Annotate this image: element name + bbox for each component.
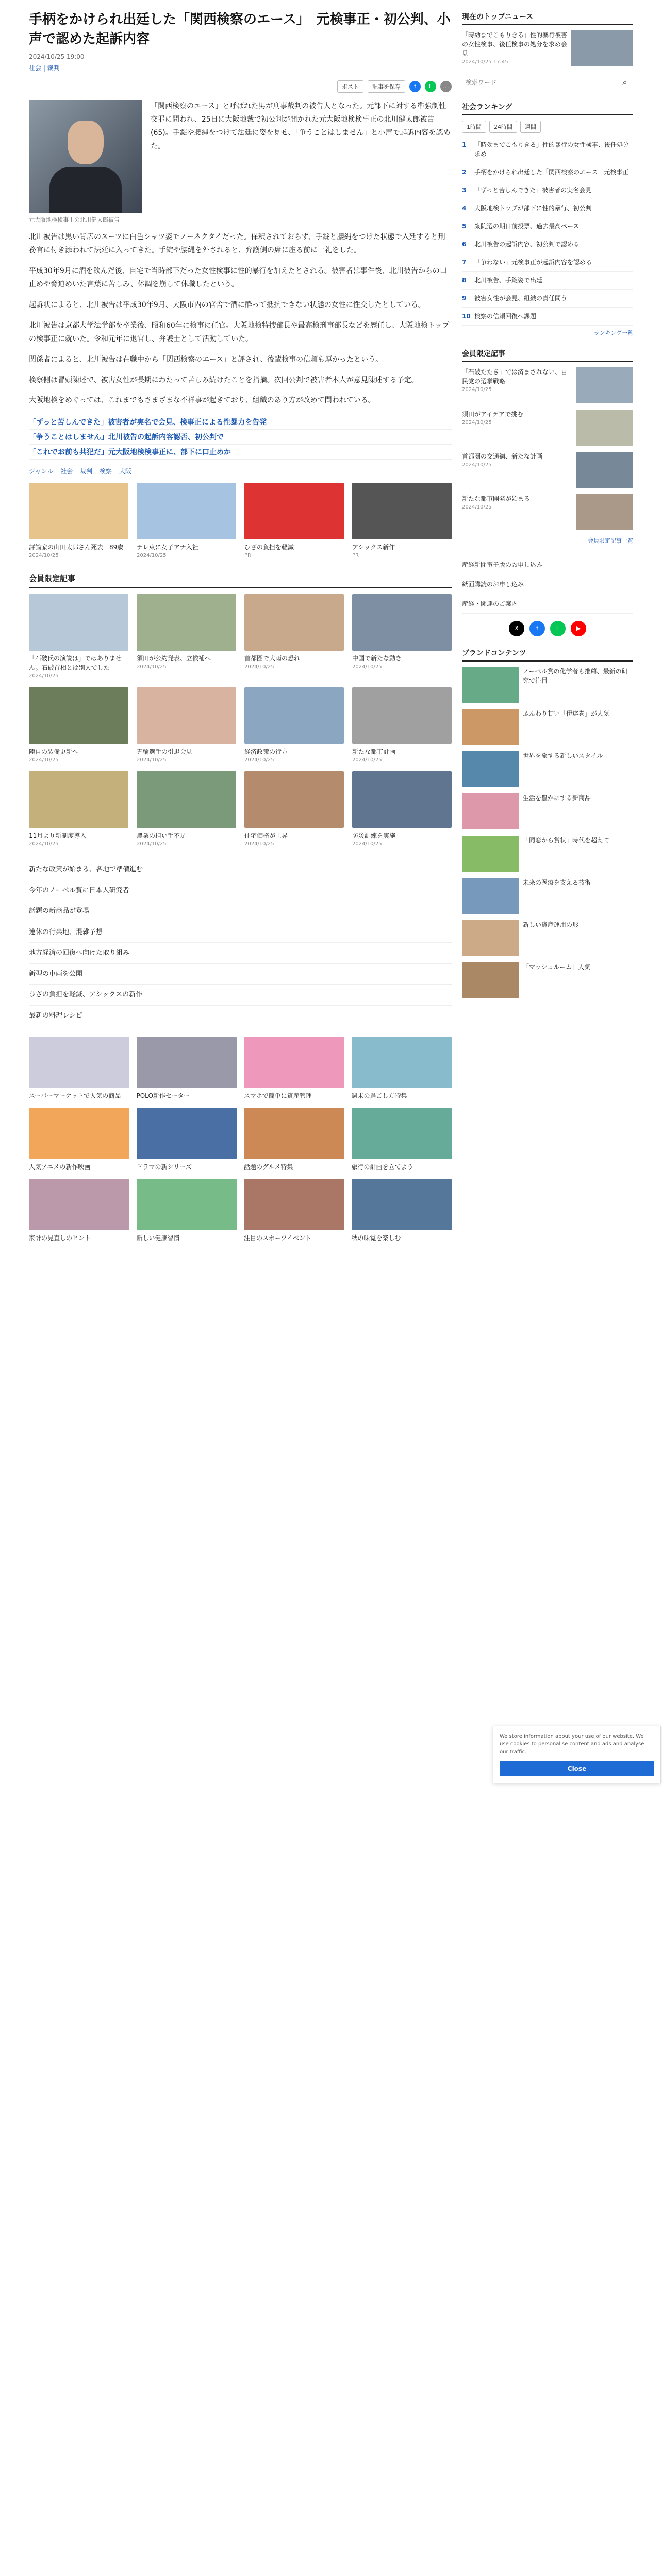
ad-thumb [137,1179,237,1230]
promo-title: 評論家の山田太郎さん死去 89歳 [29,544,124,551]
ad-thumb [244,1037,344,1088]
ad-card[interactable] [352,1179,452,1243]
card-date: 2024/10/25 [352,664,382,670]
x-icon[interactable]: X [509,621,524,636]
article-card[interactable] [244,594,344,679]
card-date: 2024/10/25 [137,757,167,764]
ranking-item[interactable] [462,235,633,253]
ad-card[interactable] [244,1108,344,1172]
member-title: 新たな都市開発が始まる [462,495,531,502]
ad-title: 注目のスポーツイベント [244,1234,311,1242]
card-title: 11月より新制度導入 [29,832,87,840]
article-card[interactable] [352,771,452,847]
ranking-item[interactable] [462,136,633,163]
brand-thumb [462,751,519,787]
card-date: 2024/10/25 [137,664,167,670]
member-title: 須田がアイデアで挑む [462,411,524,418]
popular-grid [29,594,452,847]
tag: ジャンル [29,468,54,476]
card-date: 2024/10/25 [244,664,274,670]
card-thumb [29,687,128,744]
ad-title: 旅行の計画を立てよう [351,1163,413,1171]
ad-thumb [29,1179,129,1230]
ad-thumb [244,1179,344,1230]
brand-thumb [462,878,519,914]
facebook-icon[interactable]: f [529,621,545,636]
card-thumb [137,687,236,744]
brand-thumb [462,962,519,998]
brand-item[interactable] [462,878,633,914]
ad-thumb [352,1037,452,1088]
ad-card[interactable] [137,1037,237,1100]
text-link[interactable]: ひざの負担を軽減、アシックスの新作 [29,985,452,1006]
brand-heading: ブランドコンテンツ [462,648,633,662]
rank-number: 2 [462,168,467,176]
article-body [29,231,452,408]
card-title: 陸自の装備更新へ [29,748,79,756]
brand-title: 新しい資産運用の形 [523,921,579,928]
tag[interactable]: 社会 [60,468,73,476]
social-follow [462,621,633,636]
member-item[interactable] [462,494,633,530]
ad-grid [29,1037,452,1243]
card-title: 首都圏で大雨の恐れ [244,655,301,663]
cookie-close-button[interactable]: Close [500,1761,654,1776]
rank-number: 5 [462,223,467,230]
member-date: 2024/10/25 [462,387,492,393]
text-link[interactable]: 新型の車両を公開 [29,964,452,985]
ad-thumb [137,1108,237,1159]
photo-face [68,121,104,164]
rank-title: 検察の信頼回復へ課題 [474,313,537,320]
related-links [29,415,452,460]
ad-card[interactable] [352,1108,452,1172]
ad-thumb [29,1108,129,1159]
rank-title: 手柄をかけられ出廷した「関西検察のエース」元検事正 [474,168,629,176]
brand-item[interactable] [462,793,633,829]
ad-title: 話題のグルメ特集 [244,1163,293,1171]
promo-card[interactable] [244,483,344,558]
top-news-heading: 現在のトップニュース [462,11,633,25]
card-title: 新たな都市計画 [352,748,396,756]
promo-date: 2024/10/25 [29,553,59,559]
ad-thumb [244,1108,344,1159]
ranking-tabs [462,121,633,133]
ranking-item[interactable] [462,290,633,308]
card-date: 2024/10/25 [29,841,59,848]
card-thumb [29,594,128,651]
article-lead [29,100,452,224]
service-links [462,555,633,614]
rank-number: 9 [462,295,467,302]
member-date: 2024/10/25 [462,462,492,468]
brand-title: 「同窓から賞状」時代を超えて [523,837,610,844]
facebook-icon[interactable]: f [409,81,421,92]
card-date: 2024/10/25 [29,757,59,764]
paragraph: 関係者によると、北川被告は在職中から「関西検察のエース」と評され、後輩検事の信頼も厚かったという。 [29,355,383,364]
line-icon[interactable]: L [550,621,566,636]
member-thumb [576,452,633,488]
promo-thumb [352,483,452,539]
member-item[interactable] [462,367,633,403]
brand-title: 生活を豊かにする新商品 [523,794,591,802]
member-thumb [576,367,633,403]
ad-card[interactable] [244,1037,344,1100]
lead-photo [29,100,142,213]
brand-thumb [462,709,519,745]
top-news-title: 「時効までこもりきる」性的暴行被害の女性検事、後任検事の処分を求め会見 [462,31,568,57]
member-item[interactable] [462,452,633,488]
paragraph: 平成30年9月に酒を飲んだ後、自宅で当時部下だった女性検事に性的暴行を加えたとされる。被害者は事件後、北川被告からの口止めや脅迫めいた言葉に苦しみ、体調を崩して休職したという。 [29,267,447,289]
card-date: 2024/10/25 [352,757,382,764]
brand-item[interactable] [462,920,633,956]
line-icon[interactable]: L [425,81,436,92]
brand-item[interactable] [462,709,633,745]
ad-title: 人気アニメの新作映画 [29,1163,91,1171]
ad-title: スマホで簡単に資産管理 [244,1092,312,1100]
card-thumb [352,687,452,744]
related-link[interactable]: 「ずっと苦しんできた」被害者が実名で会見、検事正による性暴力を告発 [29,415,452,430]
rank-title: 「時効までこもりきる」性的暴行の女性検事、後任処分求め [474,141,630,158]
ad-thumb [29,1037,129,1088]
article-card[interactable] [137,687,236,763]
text-link-list [29,859,452,1026]
promo-thumb [29,483,128,539]
paragraph: 大阪地検をめぐっては、これまでもさまざまな不祥事が起きており、組織のあり方が改めて問われている。 [29,396,375,405]
text-link[interactable]: 地方経済の回復へ向けた取り組み [29,943,452,964]
article-category[interactable]: 社会 | 裁判 [29,64,60,72]
ranking-tab[interactable]: 24時間 [489,121,517,133]
article-card[interactable] [29,687,128,763]
article-card[interactable] [137,771,236,847]
member-item[interactable] [462,410,633,446]
article-card[interactable] [352,594,452,679]
promo-title: テレ東に女子アナ入社 [137,544,198,551]
top-news-thumb [571,30,633,66]
card-title: 五輪選手の引退会見 [137,748,193,756]
related-link[interactable]: 「これでお前も共犯だ」元大阪地検検事正に、部下に口止めか [29,445,452,460]
brand-title: 未来の医療を支える技術 [523,879,591,886]
rank-number: 7 [462,259,467,266]
brand-title: 世界を旅する新しいスタイル [523,752,603,759]
paragraph: 北川被告は黒い背広のスーツに白色シャツ姿でノーネクタイだった。保釈されておらず、手錠と腰縄をつけた状態で入廷すると刑務官に付き添われて法廷に入ってきた。手錠や腰縄を外されると、弁護側の席に座る前に一礼をした。 [29,233,445,255]
members-more-link[interactable]: 会員限定記事一覧 [588,537,633,544]
rank-title: 北川被告の起訴内容、初公判で認める [474,241,580,248]
cookie-notice [493,1726,661,1783]
more-icon[interactable]: … [440,81,452,92]
text-link[interactable]: 最新の料理レシピ [29,1006,452,1027]
ranking-heading: 社会ランキング [462,101,633,115]
top-news-item[interactable] [462,30,633,66]
article-card[interactable] [244,687,344,763]
card-title: 防災訓練を実施 [352,832,396,840]
brand-item[interactable] [462,667,633,703]
card-title: 住宅価格が上昇 [244,832,288,840]
brand-thumb [462,920,519,956]
promo-date: PR [352,553,359,559]
promo-title: アシックス新作 [352,544,395,551]
brand-title: ふんわり甘い「伊達巻」が人気 [523,710,610,717]
rank-number: 4 [462,205,467,212]
youtube-icon[interactable]: ▶ [571,621,586,636]
card-thumb [352,771,452,828]
members-heading: 会員限定記事 [462,348,633,362]
member-date: 2024/10/25 [462,420,492,426]
rank-number: 6 [462,241,467,248]
paragraph: 北川被告は京都大学法学部を卒業後、昭和60年に検事に任官。大阪地検特捜部長や最高検刑事部長などを歴任し、大阪地検トップの検事正に就いた。令和元年に退官し、弁護士として活動していた。 [29,321,450,343]
rank-title: 大阪地検トップが部下に性的暴行、初公判 [474,205,592,212]
ranking-tab[interactable]: 週間 [520,121,541,133]
ad-card[interactable] [29,1037,129,1100]
ad-card[interactable] [137,1179,237,1243]
rank-title: 衆院選の期日前投票、過去最高ペース [474,223,580,230]
card-thumb [137,771,236,828]
ad-card[interactable] [29,1108,129,1172]
top-news-date: 2024/10/25 17:45 [462,59,508,65]
brand-item[interactable] [462,751,633,787]
paragraph: 検察側は冒頭陳述で、被害女性が長期にわたって苦しみ続けたことを指摘。次回公判で被害者本人が意見陳述する予定。 [29,376,419,384]
member-date: 2024/10/25 [462,504,492,510]
photo-caption: 元大阪地検検事正の北川健太郎被告 [29,216,120,224]
tag[interactable]: 裁判 [80,468,93,476]
ad-title: 家計の見直しのヒント [29,1234,91,1242]
rank-title: 「争わない」元検事正が起訴内容を認める [474,259,592,266]
article-card[interactable] [244,771,344,847]
card-date: 2024/10/25 [244,757,274,764]
brand-item[interactable] [462,836,633,872]
related-link[interactable]: 「争うことはしません」北川被告の起訴内容認否、初公判で [29,430,452,445]
tag[interactable]: 検察 [99,468,112,476]
rank-title: 北川被告、手錠姿で出廷 [474,277,543,284]
save-button[interactable]: 記事を保存 [368,80,405,93]
brand-thumb [462,793,519,829]
service-link[interactable]: 産経新聞電子版のお申し込み [462,555,633,574]
share-bar [29,80,452,93]
article-card[interactable] [137,594,236,679]
promo-date: PR [244,553,251,559]
service-link[interactable]: 紙面購読のお申し込み [462,574,633,594]
promo-card[interactable] [352,483,452,558]
text-link[interactable]: 連休の行楽地、混雑予想 [29,922,452,943]
card-title: 須田が公約発表、立候補へ [137,655,211,663]
ranking-tab[interactable]: 1時間 [462,121,486,133]
promo-card[interactable] [137,483,236,558]
ad-title: 秋の味覚を楽しむ [351,1234,401,1242]
lead-figure [29,100,142,224]
main-column [29,0,452,1243]
member-thumb [576,410,633,446]
tag[interactable]: 大阪 [119,468,131,476]
ad-title: 新しい健康習慣 [136,1234,180,1242]
service-link[interactable]: 産経・関連のご案内 [462,594,633,614]
paragraph: 起訴状によると、北川被告は平成30年9月、大阪市内の官舎で酒に酔って抵抗できない状態の女性に性交したとしている。 [29,300,425,309]
ranking-item[interactable] [462,163,633,181]
card-thumb [352,594,452,651]
rank-number: 10 [462,313,471,320]
card-date: 2024/10/25 [352,841,382,848]
search-icon[interactable]: ⌕ [622,77,627,87]
tag-list [29,467,452,476]
ad-title: スーパーマーケットで人気の商品 [29,1092,121,1100]
card-title: 中国で新たな動き [352,655,402,663]
ranking-item[interactable] [462,308,633,326]
ad-thumb [352,1108,452,1159]
promo-card[interactable] [29,483,128,558]
ad-thumb [137,1037,237,1088]
promo-title: ひざの負担を軽減 [244,544,294,551]
ad-thumb [352,1179,452,1230]
brand-item[interactable] [462,962,633,998]
post-button[interactable]: ポスト [337,80,363,93]
rank-title: 「ずっと苦しんできた」被害者の実名会見 [474,187,592,194]
ad-card[interactable] [244,1179,344,1243]
promo-thumb [244,483,344,539]
member-thumb [576,494,633,530]
member-title: 「石破たたき」では済まされない、自民党の選挙戦略 [462,368,568,385]
text-link[interactable]: 今年のノーベル賞に日本人研究者 [29,880,452,902]
card-title: 農業の担い手不足 [137,832,187,840]
ranking-item[interactable] [462,199,633,217]
popular-heading: 会員限定記事 [29,573,452,588]
photo-suit [49,167,122,213]
lead-text [151,100,452,224]
cookie-text: We store information about your use of our website. We use cookies to personalise content and ads and analyse our traffic. [500,1734,644,1755]
card-thumb [244,771,344,828]
card-date: 2024/10/25 [244,841,274,848]
ranking-item[interactable] [462,253,633,272]
rank-number: 1 [462,141,467,148]
card-date: 2024/10/25 [29,673,59,680]
article-card[interactable] [29,594,128,679]
card-thumb [137,594,236,651]
ad-card[interactable] [352,1037,452,1100]
brand-title: 「マッシュルーム」人気 [523,963,591,971]
ranking-list [462,136,633,326]
text-link[interactable]: 話題の新商品が登場 [29,901,452,922]
paragraph: 「関西検察のエース」と呼ばれた男が刑事裁判の被告人となった。元部下に対する準強制性交罪に問われ、25日に大阪地裁で初公判が開かれた元大阪地検検事正の北川健太郎被告(65)。手錠や腰縄をつけて法廷に姿を見せ、「争うことはしません」と小声で起訴内容を認めた。 [151,102,451,151]
ad-card[interactable] [29,1179,129,1243]
ad-card[interactable] [137,1108,237,1172]
article-card[interactable] [352,687,452,763]
article-card[interactable] [29,771,128,847]
card-thumb [244,687,344,744]
ranking-item[interactable] [462,272,633,290]
rank-number: 8 [462,277,467,284]
promo-thumb [137,483,236,539]
search-box [462,75,633,90]
card-title: 経済政策の行方 [244,748,288,756]
article-title: 手柄をかけられ出廷した「関西検察のエース」 元検事正・初公判、小声で認めた起訴内容 [29,12,451,47]
text-link[interactable]: 新たな政策が始まる、各地で準備進む [29,859,452,880]
card-thumb [29,771,128,828]
search-input[interactable] [462,75,617,90]
ranking-item[interactable] [462,217,633,235]
card-date: 2024/10/25 [137,841,167,848]
rank-title: 被害女性が会見、組織の責任問う [474,295,568,302]
ranking-item[interactable] [462,181,633,199]
brand-title: ノーベル賞の化学者も推薦、最新の研究で注目 [523,668,628,684]
brand-thumb [462,667,519,703]
member-title: 首都圏の交通網、新たな計画 [462,453,543,460]
ranking-more-link[interactable]: ランキング一覧 [593,330,633,336]
ad-title: ドラマの新シリーズ [136,1163,192,1171]
brand-thumb [462,836,519,872]
ad-title: POLO新作セーター [136,1092,190,1100]
card-title: 「石破氏の演説は」ではありません。石破首相とは別人でした [29,655,122,672]
sidebar [462,0,633,1005]
promo-date: 2024/10/25 [137,553,167,559]
article-date: 2024/10/25 19:00 [29,53,85,61]
promo-cards [29,483,452,558]
card-thumb [244,594,344,651]
rank-number: 3 [462,187,467,194]
ad-title: 週末の過ごし方特集 [351,1092,407,1100]
